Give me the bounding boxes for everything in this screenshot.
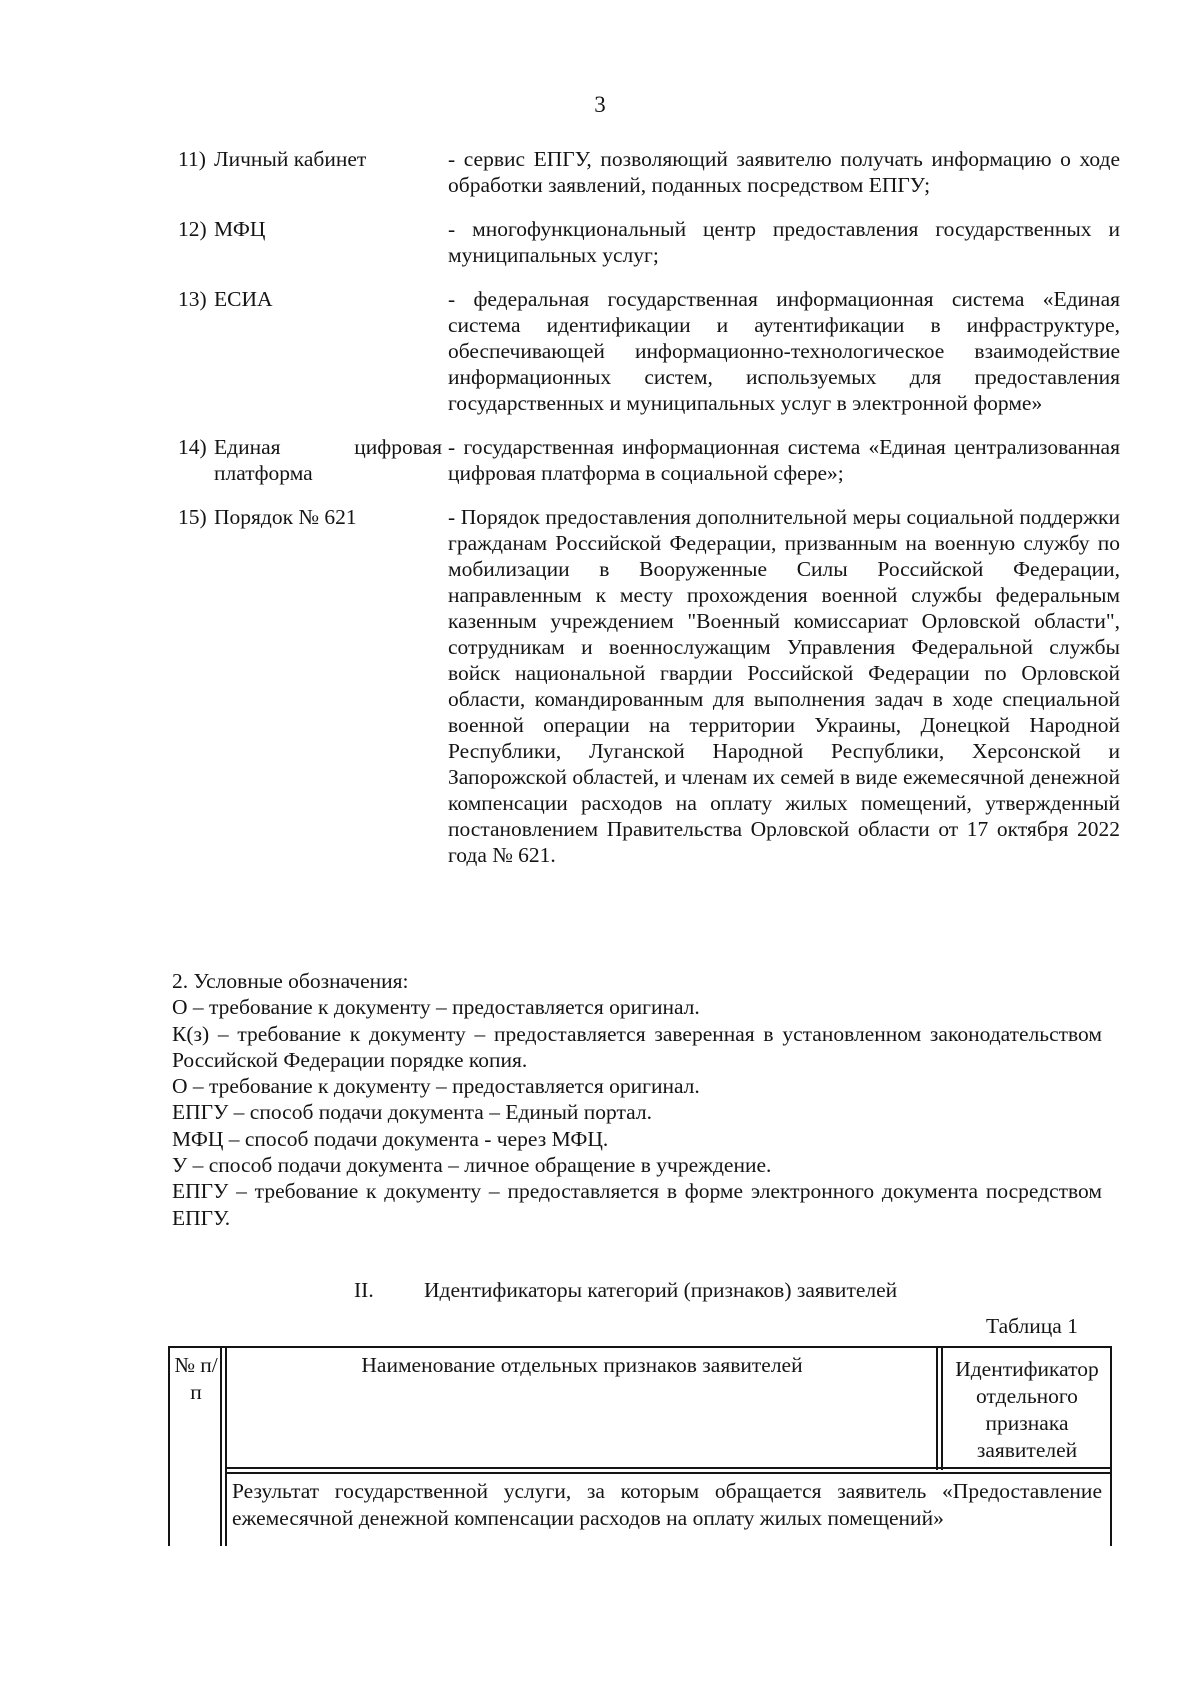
definition-term [178, 434, 448, 486]
table-row-divider [225, 1467, 1112, 1469]
table-header-number: № п/п [174, 1353, 218, 1404]
definition-number: 15) [178, 505, 207, 529]
legend-line: К(з) – требование к документу – предоставляется заверенная в установленном законодательством Российской Федерации порядке копия. [172, 1021, 1102, 1072]
definition-number: 13) [178, 287, 207, 311]
legend-line: ЕПГУ – способ подачи документа – Единый портал. [172, 1100, 652, 1125]
legend-line: У – способ подачи документа – личное обращение в учреждение. [172, 1153, 772, 1178]
definition-term-text: МФЦ [214, 217, 266, 241]
section-title: Идентификаторы категорий (признаков) заявителей [424, 1278, 898, 1302]
definition-item [178, 286, 1120, 416]
table-row-divider [225, 1472, 1112, 1474]
definitions-list [178, 146, 1120, 868]
definition-term [178, 504, 448, 868]
page-number: 3 [594, 92, 606, 117]
section-number: II. [354, 1278, 374, 1302]
legend-line: ЕПГУ – требование к документу – предоставляется в форме электронного документа посредством ЕПГУ. [172, 1179, 1102, 1230]
table-border-right [1110, 1346, 1112, 1546]
definition-description: - многофункциональный центр предоставления государственных и муниципальных услуг; [448, 217, 1120, 267]
definition-item [178, 146, 1120, 198]
definition-item [178, 216, 1120, 268]
definition-item [178, 434, 1120, 486]
definition-number: 14) [178, 435, 207, 459]
legend-line: МФЦ – способ подачи документа - через МФЦ. [172, 1126, 609, 1151]
definition-term-text: Единая цифровая платформа [214, 435, 442, 485]
table-header-identifier: Идентификатор отдельного признака заявителей [955, 1357, 1099, 1462]
table-border-left [168, 1346, 170, 1546]
table-column-divider [936, 1346, 938, 1470]
applicant-attributes-table [168, 1346, 1112, 1546]
definition-term [178, 146, 448, 198]
table-column-divider [220, 1346, 222, 1546]
legend-line: О – требование к документу – предоставляется оригинал. [172, 995, 700, 1020]
definition-term-text: ЕСИА [214, 287, 273, 311]
definition-description: - сервис ЕПГУ, позволяющий заявителю получать информацию о ходе обработки заявлений, поданных посредством ЕПГУ; [448, 147, 1120, 197]
definition-term [178, 216, 448, 268]
legend-heading: 2. Условные обозначения: [172, 969, 409, 993]
definition-number: 11) [178, 147, 206, 171]
definition-item [178, 504, 1120, 868]
definition-description: - Порядок предоставления дополнительной меры социальной поддержки гражданам Российской Федерации, призванным на военную службу по мобилизации в Вооруженные Силы Российской Федерации, направленным к месту прохождения военной службы федеральным казенным учреждением "Военный комиссариат Орловской области", сотрудникам и военнослужащим Управления Федеральной службы войск национальной гвардии Российской Федерации по Орловской области, командированным для выполнения задач в ходе специальной военной операции на территории Украины, Донецкой Народной Республики, Луганской Народной Республики, Херсонской и Запорожской областей, и членам их семей в виде ежемесячной денежной компенсации расходов на оплату жилых помещений, утвержденный постановлением Правительства Орловской области от 17 октября 2022 года № 621. [448, 505, 1120, 867]
legend-block [172, 968, 1102, 1231]
definition-description: - государственная информационная система «Единая централизованная цифровая платформа в социальной сфере»; [448, 435, 1120, 485]
definition-number: 12) [178, 217, 207, 241]
definition-term-text: Порядок № 621 [214, 505, 357, 529]
table-border-top [168, 1346, 1112, 1348]
definition-description: - федеральная государственная информационная система «Единая система идентификации и аутентификации в инфраструктуре, обеспечивающей информационно-технологическое взаимодействие информационных систем, используемых для предоставления государственных и муниципальных услуг в электронной форме» [448, 287, 1120, 415]
table-column-divider [225, 1346, 227, 1546]
table-caption: Таблица 1 [986, 1314, 1078, 1338]
table-result-row: Результат государственной услуги, за которым обращается заявитель «Предоставление ежемесячной денежной компенсации расходов на оплату жилых помещений» [232, 1479, 1102, 1530]
definition-term [178, 286, 448, 416]
definition-term-text: Личный кабинет [214, 147, 367, 171]
legend-line: О – требование к документу – предоставляется оригинал. [172, 1074, 700, 1099]
table-column-divider [941, 1346, 943, 1470]
table-header-name: Наименование отдельных признаков заявителей [361, 1353, 803, 1377]
